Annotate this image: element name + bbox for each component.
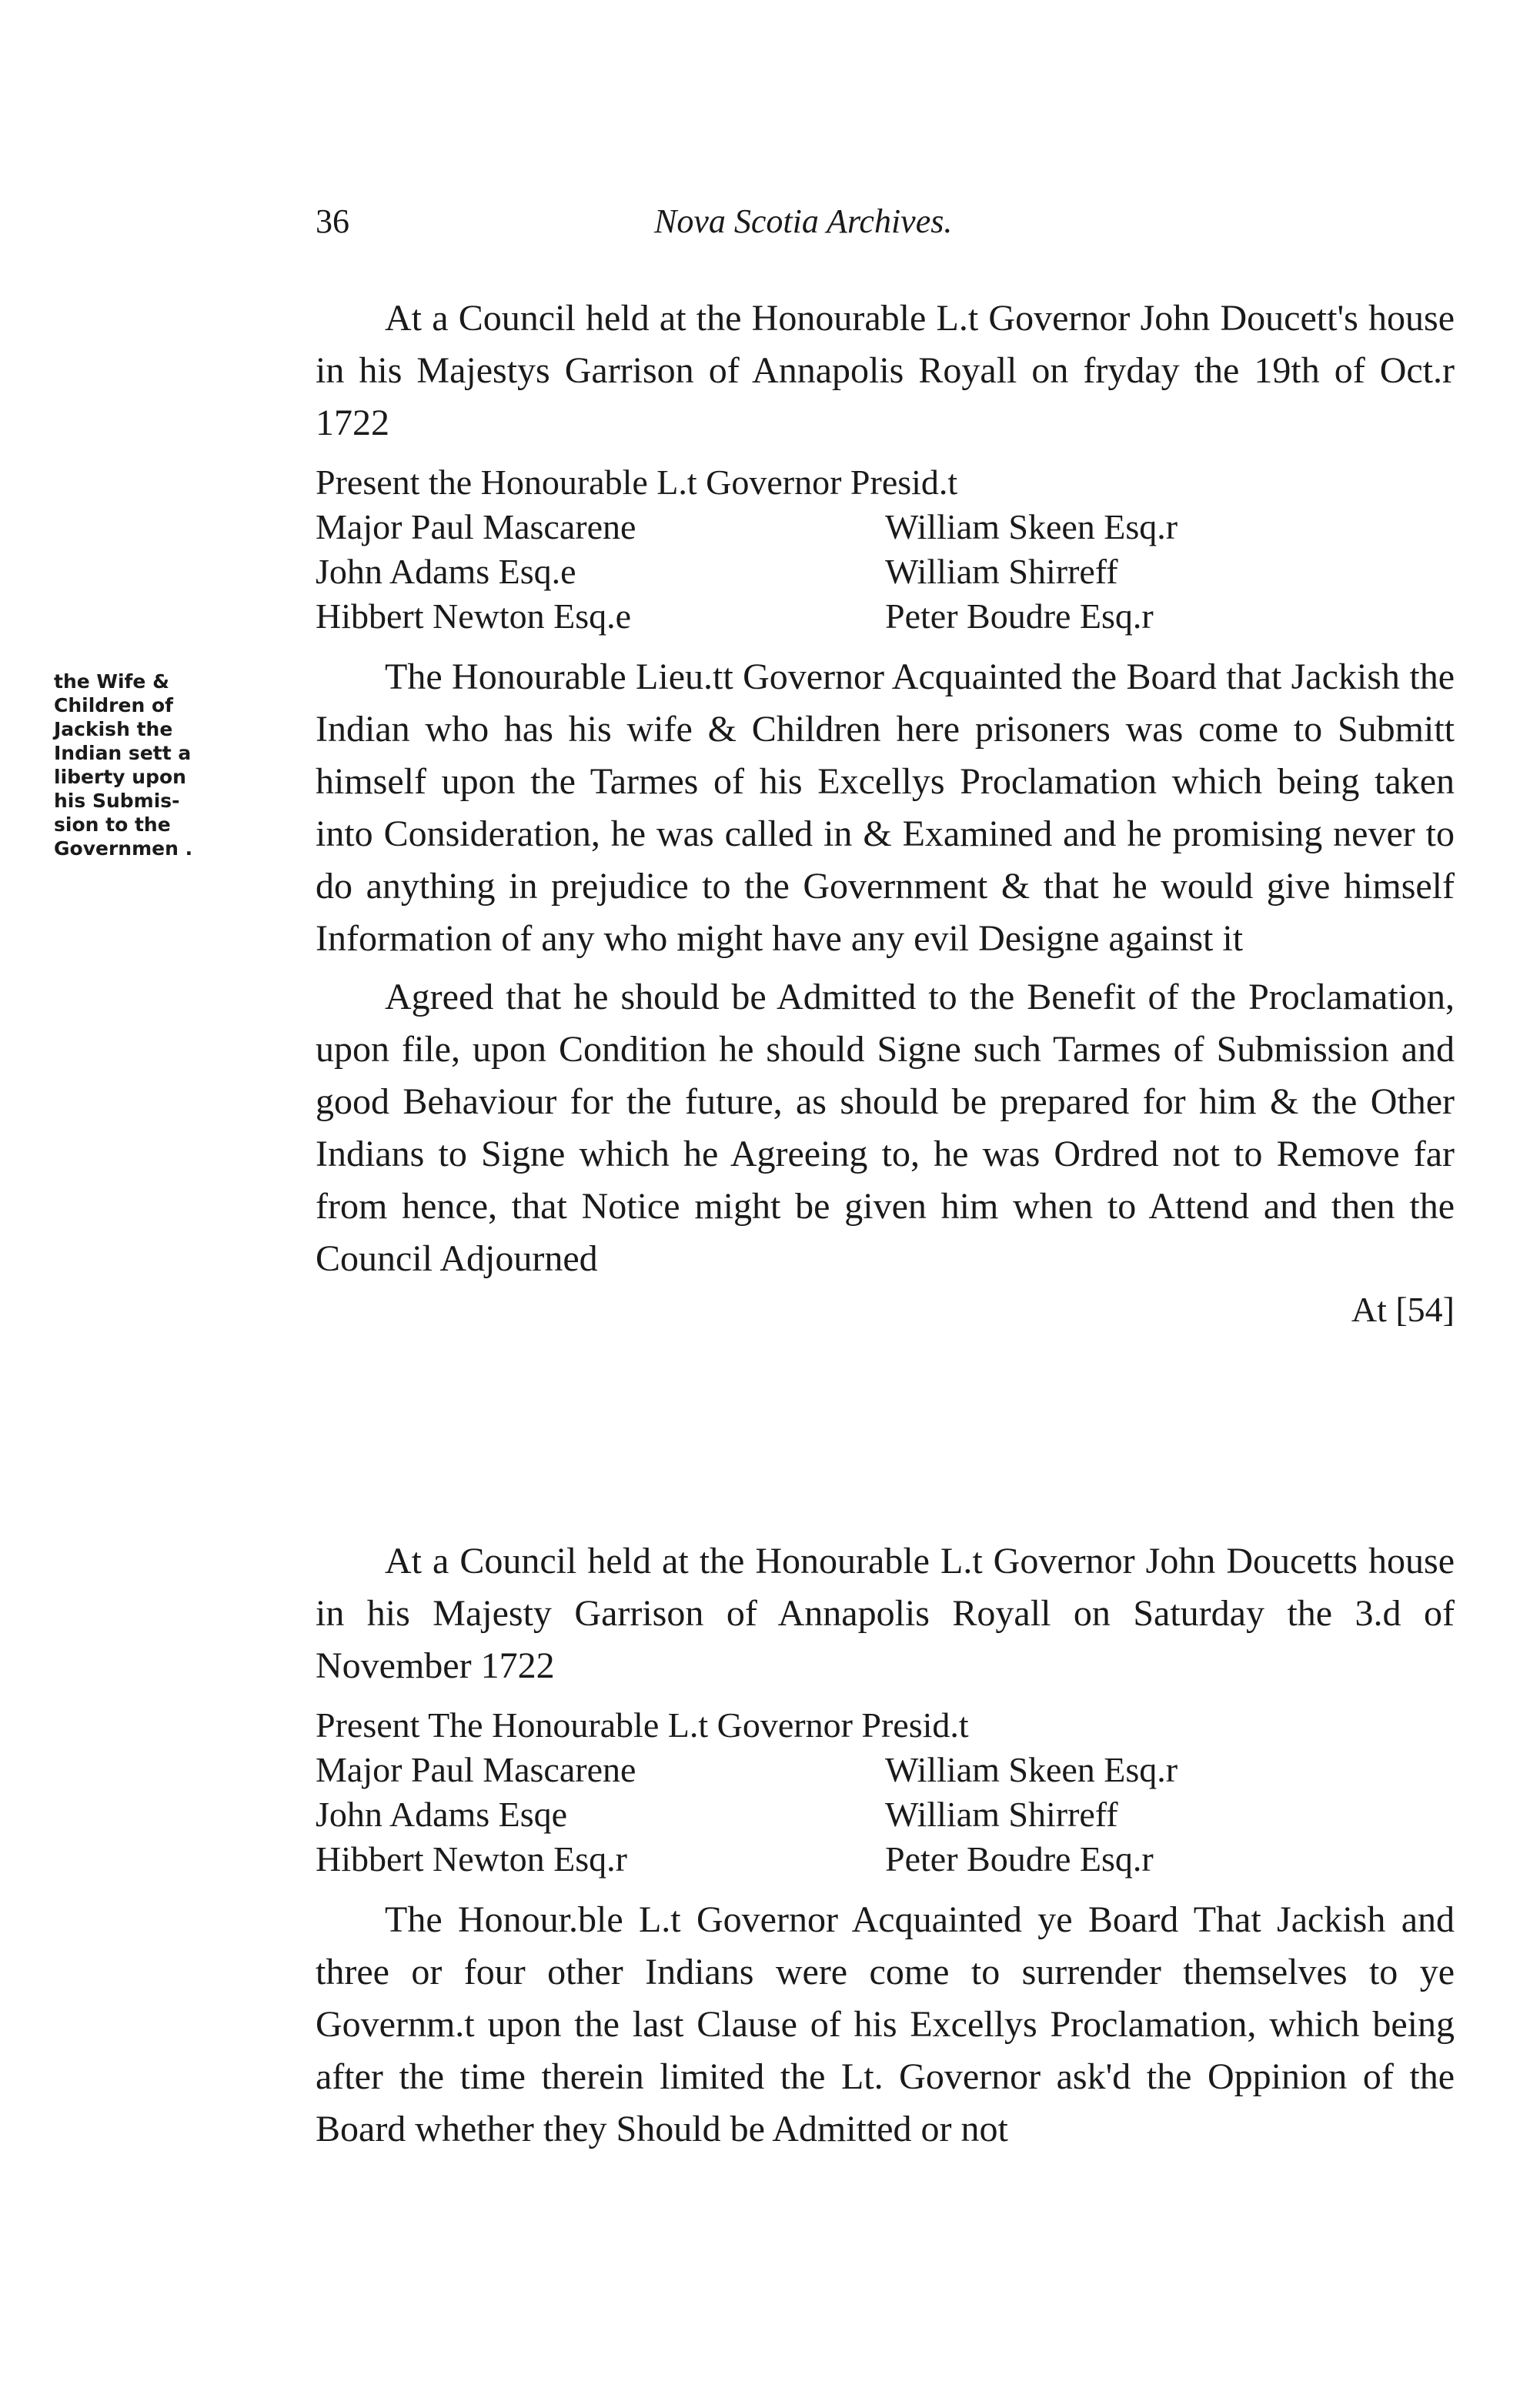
council-1-attendees xyxy=(316,505,1455,639)
attendee: William Skeen Esq.r xyxy=(885,1750,1178,1789)
running-title: Nova Scotia Archives. xyxy=(654,202,953,240)
council-2-paragraph-1: The Honour.ble L.t Governor Acquainted ye Board That Jackish and three or four other Indians were come to surrender themselves to ye Governm.t upon the last Clause of his Excellys Proclamation, which being after the time therein limited the Lt. Governor ask'd the Oppinion of the Board whether they Should be Admitted or not xyxy=(316,1899,1455,2149)
page-number: 36 xyxy=(316,202,349,240)
council-2-attendees xyxy=(316,1748,1455,1882)
council-2-heading: At a Council held at the Honourable L.t Governor John Doucetts house in his Majesty Garrison of Annapolis Royall on Saturday the 3.d of November 1722 xyxy=(316,1541,1455,1686)
attendee: John Adams Esq.e xyxy=(316,552,576,591)
council-1-present-line: Present the Honourable L.t Governor Presid.t xyxy=(316,463,958,502)
attendee: Peter Boudre Esq.r xyxy=(885,1839,1154,1879)
council-2-present-line: Present The Honourable L.t Governor Presid.t xyxy=(316,1705,969,1745)
page-header xyxy=(316,202,1455,255)
council-1-paragraph-2: Agreed that he should be Admitted to the Benefit of the Proclamation, upon file, upon Condition he should Signe such Tarmes of Submission and good Behaviour for the future, as should be prepared for him & the Other Indians to Signe which he Agreeing to, he was Ordred not to Remove far from hence, that Notice might be given him when to Attend and then the Council Adjourned xyxy=(316,977,1455,1279)
council-1-paragraph-1: The Honourable Lieu.tt Governor Acquainted the Board that Jackish the Indian who has his wife & Children here prisoners was come to Submitt himself upon the Tarmes of his Excellys Proclamation which being taken into Consideration, he was called in & Examined and he promising never to do anything in prejudice to the Government & that he would give himself Information of any who might have any evil Designe against it xyxy=(316,656,1455,959)
attendee: Peter Boudre Esq.r xyxy=(885,596,1154,636)
council-1-section xyxy=(316,292,1455,1334)
catchword: At [54] xyxy=(1351,1290,1455,1329)
attendee: Hibbert Newton Esq.r xyxy=(316,1839,627,1879)
attendee: William Skeen Esq.r xyxy=(885,507,1178,546)
council-1-heading: At a Council held at the Honourable L.t Governor John Doucett's house in his Majestys Garrison of Annapolis Royall on fryday the 19th of Oct.r 1722 xyxy=(316,298,1455,443)
margin-note: the Wife & Children of Jackish the Indian sett a liberty upon his Submis- sion to the Governmen . xyxy=(54,670,193,860)
council-2-section xyxy=(316,1535,1455,2156)
attendee: Hibbert Newton Esq.e xyxy=(316,596,632,636)
attendee: John Adams Esqe xyxy=(316,1795,568,1834)
attendee: Major Paul Mascarene xyxy=(316,507,636,546)
attendee: Major Paul Mascarene xyxy=(316,1750,636,1789)
attendee: William Shirreff xyxy=(885,1795,1118,1834)
attendee: William Shirreff xyxy=(885,552,1118,591)
